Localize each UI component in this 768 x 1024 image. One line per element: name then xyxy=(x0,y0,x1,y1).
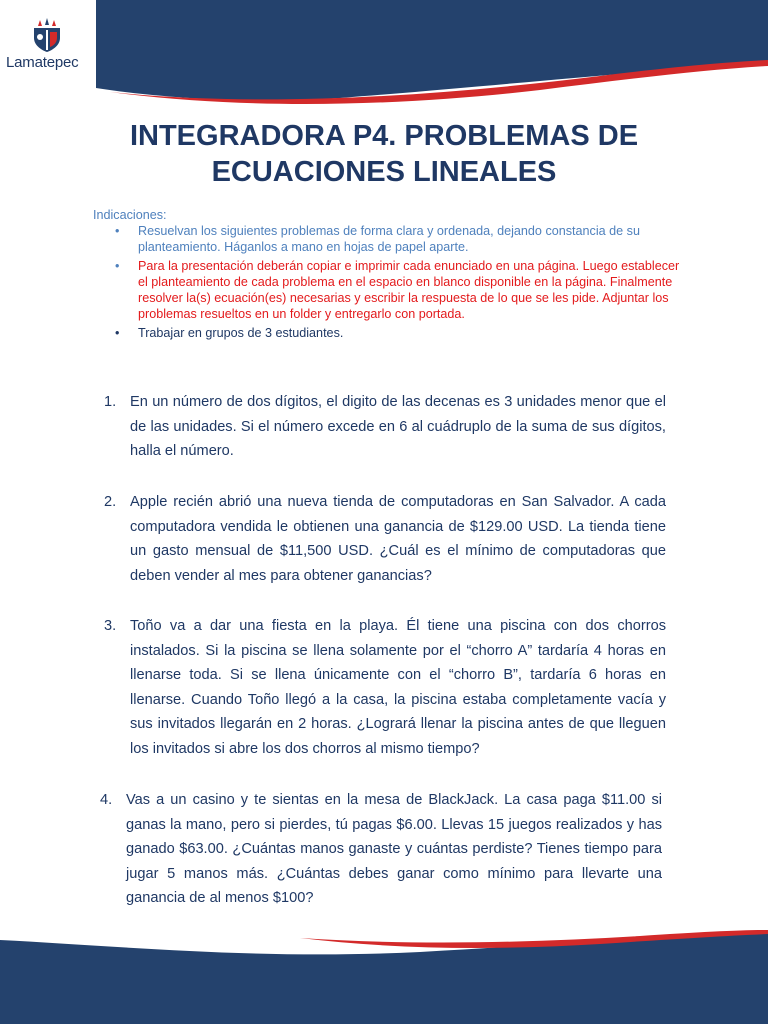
title-line-1: INTEGRADORA P4. PROBLEMAS DE xyxy=(129,120,639,152)
problem-number: 2. xyxy=(104,494,117,510)
logo xyxy=(0,0,96,88)
instruction-item xyxy=(93,258,683,322)
problem-text: En un número de dos dígitos, el digito de las decenas es 3 unidades menor que el de las unidades. Si el número excede en 6 al cuádruplo de la suma de sus dígitos, halla el número. xyxy=(130,394,666,459)
problem-text: Apple recién abrió una nueva tienda de computadoras en San Salvador. A cada computadora vendida le obtienen una ganancia de $129.00 USD. La tienda tiene un gasto mensual de $11,500 USD. ¿Cuál es el mínimo de computadoras que deben vender al mes para obtener ganancias? xyxy=(130,494,666,584)
header-banner xyxy=(0,0,768,115)
problem-3 xyxy=(104,614,666,761)
problem-text: Toño va a dar una fiesta en la playa. Él tiene una piscina con dos chorros instalados. Si la piscina se llena solamente por el “chorro A” tardaría 4 horas en llenarse toda. Si se llena únicamente con el “chorro B”, tardaría 6 horas en llenarse. Cuando Toño llegó a la casa, la piscina estaba completamente vacía y sus invitados llegarán en 2 horas. ¿Logrará llenar la piscina antes de que lleguen los invitados si abre los dos chorros al mismo tiempo? xyxy=(130,618,666,757)
title-line-2: ECUACIONES LINEALES xyxy=(211,156,557,188)
problem-number: 4. xyxy=(100,792,113,808)
instruction-text: Para la presentación deberán copiar e imprimir cada enunciado en una página. Luego establecer el planteamiento de cada problema en el espacio en blanco disponible en la página. Finalmente resolver la(s) ecuación(es) necesarias y escribir la respuesta de lo que se les pide. Adjuntar los problemas resueltos en un folder y entregarlo con portada. xyxy=(138,259,680,321)
page-title xyxy=(80,118,688,190)
instruction-text: Trabajar en grupos de 3 estudiantes. xyxy=(138,326,344,340)
problem-text: Vas a un casino y te sientas en la mesa de BlackJack. La casa paga $11.00 si ganas la mano, pero si pierdes, tú pagas $6.00. Llevas 15 juegos realizados y has ganado $63.00. ¿Cuántas manos ganaste y cuántas perdiste? Tienes tiempo para jugar 5 manos más. ¿Cuántas debes ganar como mínimo para llevarte una ganancia de al menos $100? xyxy=(126,792,662,906)
problem-1 xyxy=(104,390,666,464)
bullet-icon: • xyxy=(115,326,120,340)
instruction-item xyxy=(93,325,683,341)
instructions-heading: Indicaciones: xyxy=(93,208,167,222)
problem-number: 3. xyxy=(104,618,117,634)
bullet-icon: • xyxy=(115,224,120,238)
instruction-item xyxy=(93,223,683,255)
instructions xyxy=(93,207,683,344)
bullet-icon: • xyxy=(115,259,120,273)
logo-text: Lamatepec xyxy=(6,54,79,71)
problem-2 xyxy=(104,490,666,588)
crest-icon xyxy=(30,18,64,52)
problem-4 xyxy=(100,788,662,911)
problem-number: 1. xyxy=(104,394,117,410)
instruction-text: Resuelvan los siguientes problemas de forma clara y ordenada, dejando constancia de su planteamiento. Háganlos a mano en hojas de papel aparte. xyxy=(138,224,640,254)
footer-banner xyxy=(0,930,768,1024)
instructions-list xyxy=(93,223,683,341)
